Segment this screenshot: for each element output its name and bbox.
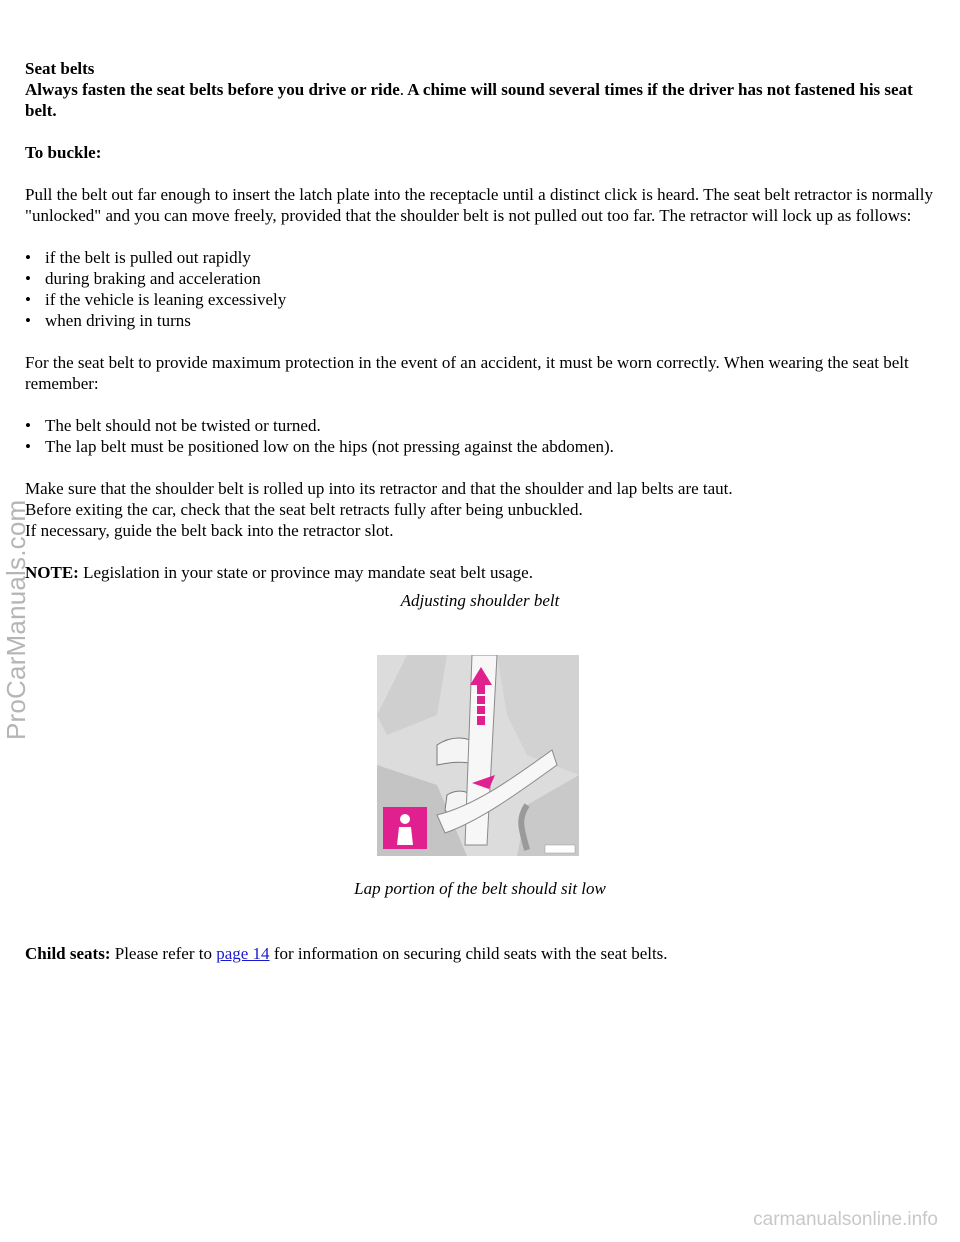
- list-item: • when driving in turns: [45, 310, 935, 331]
- buckle-heading: To buckle:: [25, 143, 102, 162]
- buckle-intro: Pull the belt out far enough to insert the latch plate into the receptacle until a distinct click is heard. The seat belt retractor is normally "unlocked" and you can move freely, provided that the shoulder belt is not pulled out too far. The retractor will lock up as follows:: [25, 185, 933, 225]
- list-item: • if the vehicle is leaning excessively: [45, 289, 935, 310]
- figure-caption-bottom: Lap portion of the belt should sit low: [354, 879, 606, 898]
- child-seats-text: Please refer to: [110, 944, 217, 963]
- child-seats-text-end: for information on securing child seats with the seat belts.: [269, 944, 668, 963]
- note-paragraph: [25, 562, 935, 583]
- figure-caption-top: Adjusting shoulder belt: [400, 591, 560, 610]
- list-item: • if the belt is pulled out rapidly: [45, 247, 935, 268]
- note-label: NOTE:: [25, 563, 79, 582]
- seat-belts-heading: [25, 58, 935, 121]
- protection-intro: For the seat belt to provide maximum protection in the event of an accident, it must be worn correctly. When wearing the seat belt remember:: [25, 353, 909, 393]
- child-seats-label: Child seats:: [25, 944, 111, 963]
- retract-line: Make sure that the shoulder belt is rolled up into its retractor and that the shoulder and lap belts are taut.: [25, 479, 733, 498]
- retract-instructions: [25, 478, 935, 541]
- side-watermark: ProCarManuals.com: [1, 499, 31, 740]
- page-title: Seat belts: [25, 59, 95, 78]
- figure-caption-block: [25, 878, 935, 899]
- chime-text: A chime will sound several times if the driver has not fastened his seat belt.: [25, 80, 913, 120]
- fasten-warning: [25, 79, 935, 121]
- bottom-watermark: carmanualsonline.info: [753, 1209, 938, 1230]
- retract-line: If necessary, guide the belt back into the retractor slot.: [25, 521, 394, 540]
- list-item: • during braking and acceleration: [45, 268, 935, 289]
- list-item: • The lap belt must be positioned low on the hips (not pressing against the abdomen).: [45, 436, 935, 457]
- manual-page: [25, 58, 935, 611]
- lock-conditions-list: [25, 247, 935, 331]
- list-item: • The belt should not be twisted or turned.: [45, 415, 935, 436]
- child-seats-paragraph: [25, 943, 935, 964]
- wearing-rules-list: [25, 415, 935, 457]
- note-text: Legislation in your state or province may mandate seat belt usage.: [78, 563, 533, 582]
- retract-line: Before exiting the car, check that the seat belt retracts fully after being unbuckled.: [25, 500, 583, 519]
- warning-text: Always fasten the seat belts before you drive or ride: [25, 80, 400, 99]
- warning-separator: .: [399, 80, 404, 99]
- shoulder-belt-illustration: [377, 655, 579, 856]
- page-14-link[interactable]: page 14: [216, 944, 270, 963]
